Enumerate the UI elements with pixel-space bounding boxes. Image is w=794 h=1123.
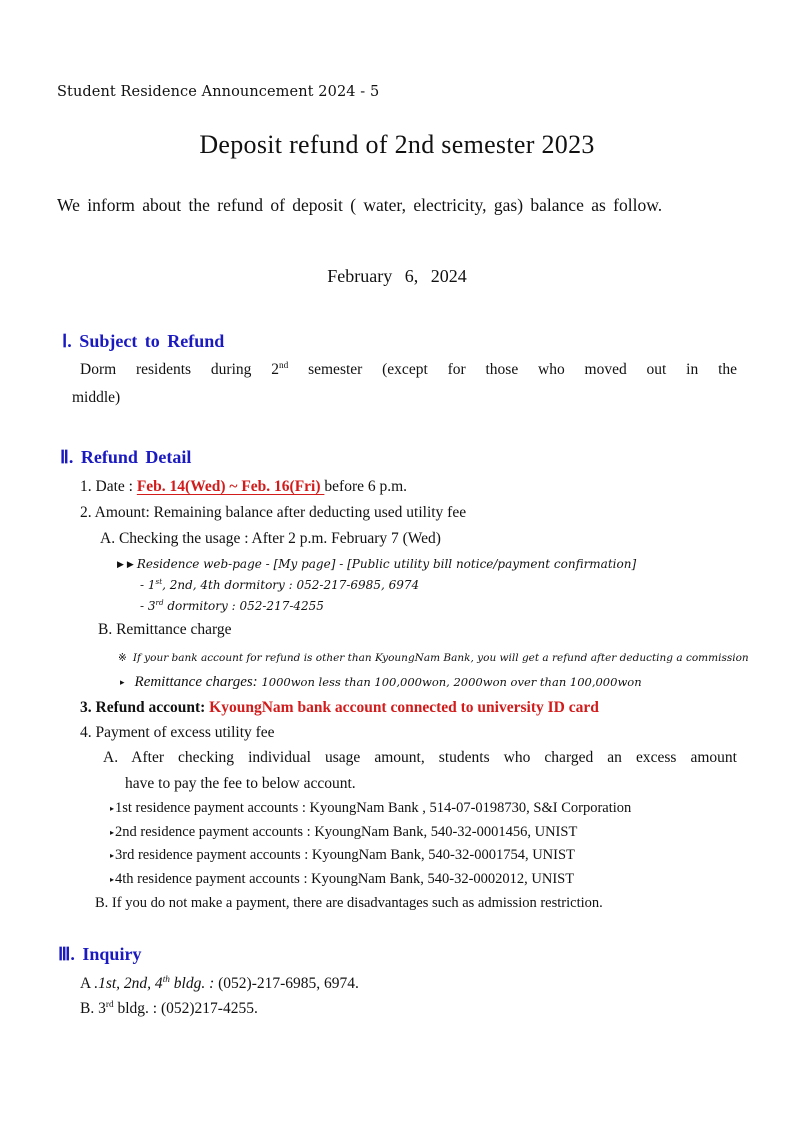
small-triangle-bullet-icon: ▸ [110, 804, 115, 814]
payment-account-2-text: 2nd residence payment accounts : KyoungNam Bank, 540-32-0001456, UNIST [115, 824, 578, 840]
refund-date-range: Feb. 14(Wed) ~ Feb. 16(Fri) [136, 478, 325, 495]
refund-account-value: KyoungNam bank account connected to university ID card [209, 699, 599, 716]
inquiry-a-phone: (052)-217-6985, 6974. [214, 975, 359, 992]
payment-account-3-text: 3rd residence payment accounts : KyoungNam Bank, 540-32-0001754, UNIST [115, 847, 575, 863]
refund-date-item [80, 478, 407, 496]
refund-account-item [80, 699, 599, 717]
small-triangle-bullet-icon: ▸ [120, 677, 125, 688]
section-heading-refund-detail: Ⅱ. Refund Detail [60, 447, 192, 467]
section1-text-pre: Dorm residents during 2 [80, 361, 279, 378]
triangle-bullet-icon: ▶ [117, 559, 124, 570]
inquiry-a-bldg: bldg. : [169, 975, 215, 992]
payment-account-1-text: 1st residence payment accounts : KyoungNam Bank , 514-07-0198730, S&I Corporation [115, 800, 632, 816]
inquiry-a-sup: th [162, 974, 170, 985]
usage-contact-1-pre: - 1 [140, 578, 156, 592]
usage-contact-line-1 [140, 578, 419, 592]
remittance-note-text: If your bank account for refund is other than KyoungNam Bank, you will get a refund after deducting a commission [132, 652, 749, 664]
intro-paragraph: We inform about the refund of deposit ( water, electricity, gas) balance as follow. [57, 195, 663, 215]
checking-usage-item: A. Checking the usage : After 2 p.m. February 7 (Wed) [100, 530, 441, 547]
remittance-charge-item: B. Remittance charge [98, 621, 232, 638]
refund-date-label: 1. Date : [80, 478, 137, 495]
remittance-charges-label: Remittance charges: [134, 674, 262, 690]
triangle-bullet-icon: ▶ [126, 559, 134, 570]
inquiry-b-post: bldg. : (052)217-4255. [113, 1000, 258, 1017]
usage-path-text: Residence web-page - [My page] - [Public utility bill notice/payment confirmation] [136, 557, 637, 571]
section1-text-sup: nd [278, 360, 289, 371]
usage-contact-1-sup: st [155, 577, 163, 586]
small-triangle-bullet-icon: ▸ [110, 851, 115, 861]
inquiry-a-prefix: A [80, 975, 95, 992]
usage-contact-2-pre: - 3 [140, 599, 156, 613]
small-triangle-bullet-icon: ▸ [110, 828, 115, 838]
payment-account-4-text: 4th residence payment accounts : KyoungNam Bank, 540-32-0002012, UNIST [115, 871, 575, 887]
usage-contact-1-post: , 2nd, 4th dormitory : 052-217-6985, 6974 [162, 578, 420, 592]
inquiry-a-buildings: .1st, 2nd, 4 [94, 975, 163, 992]
excess-fee-instruction-1: A. After checking individual usage amount, students who charged an excess amount [103, 749, 737, 766]
payment-account-4 [110, 871, 574, 888]
inquiry-line-b [80, 1000, 258, 1018]
reference-mark-icon: ※ [118, 652, 127, 664]
document-title: Deposit refund of 2nd semester 2023 [199, 130, 595, 159]
payment-account-2 [110, 824, 577, 841]
inquiry-line-a [80, 975, 359, 993]
announcement-date: February 6, 2024 [327, 266, 467, 286]
announcement-label: Student Residence Announcement 2024 - 5 [57, 84, 380, 100]
usage-contact-2-sup: rd [155, 598, 164, 607]
usage-path-line [117, 557, 636, 571]
usage-contact-line-2 [140, 599, 324, 613]
remittance-note [118, 652, 749, 664]
small-triangle-bullet-icon: ▸ [110, 875, 115, 885]
payment-account-1 [110, 800, 631, 817]
refund-account-label: 3. Refund account: [80, 699, 210, 716]
inquiry-b-sup: rd [105, 999, 114, 1010]
remittance-charges-value: 1000won less than 100,000won, 2000won over than 100,000won [261, 675, 642, 689]
non-payment-warning: B. If you do not make a payment, there are disadvantages such as admission restriction. [95, 895, 603, 911]
inquiry-b-pre: B. 3 [80, 1000, 106, 1017]
payment-account-3 [110, 847, 575, 864]
remittance-charges-line [120, 674, 642, 691]
section1-text-post: semester (except for those who moved out in the [288, 361, 737, 378]
excess-fee-item: 4. Payment of excess utility fee [80, 724, 275, 741]
section-heading-subject: Ⅰ. Subject to Refund [62, 331, 225, 351]
refund-amount-item: 2. Amount: Remaining balance after deducting used utility fee [80, 504, 467, 521]
usage-contact-2-post: dormitory : 052-217-4255 [163, 599, 324, 613]
section1-text-continued: middle) [72, 389, 121, 406]
excess-fee-instruction-2: have to pay the fee to below account. [125, 775, 356, 792]
refund-date-suffix: before 6 p.m. [324, 478, 408, 495]
section1-text [80, 361, 737, 379]
section-heading-inquiry: Ⅲ. Inquiry [58, 944, 142, 964]
